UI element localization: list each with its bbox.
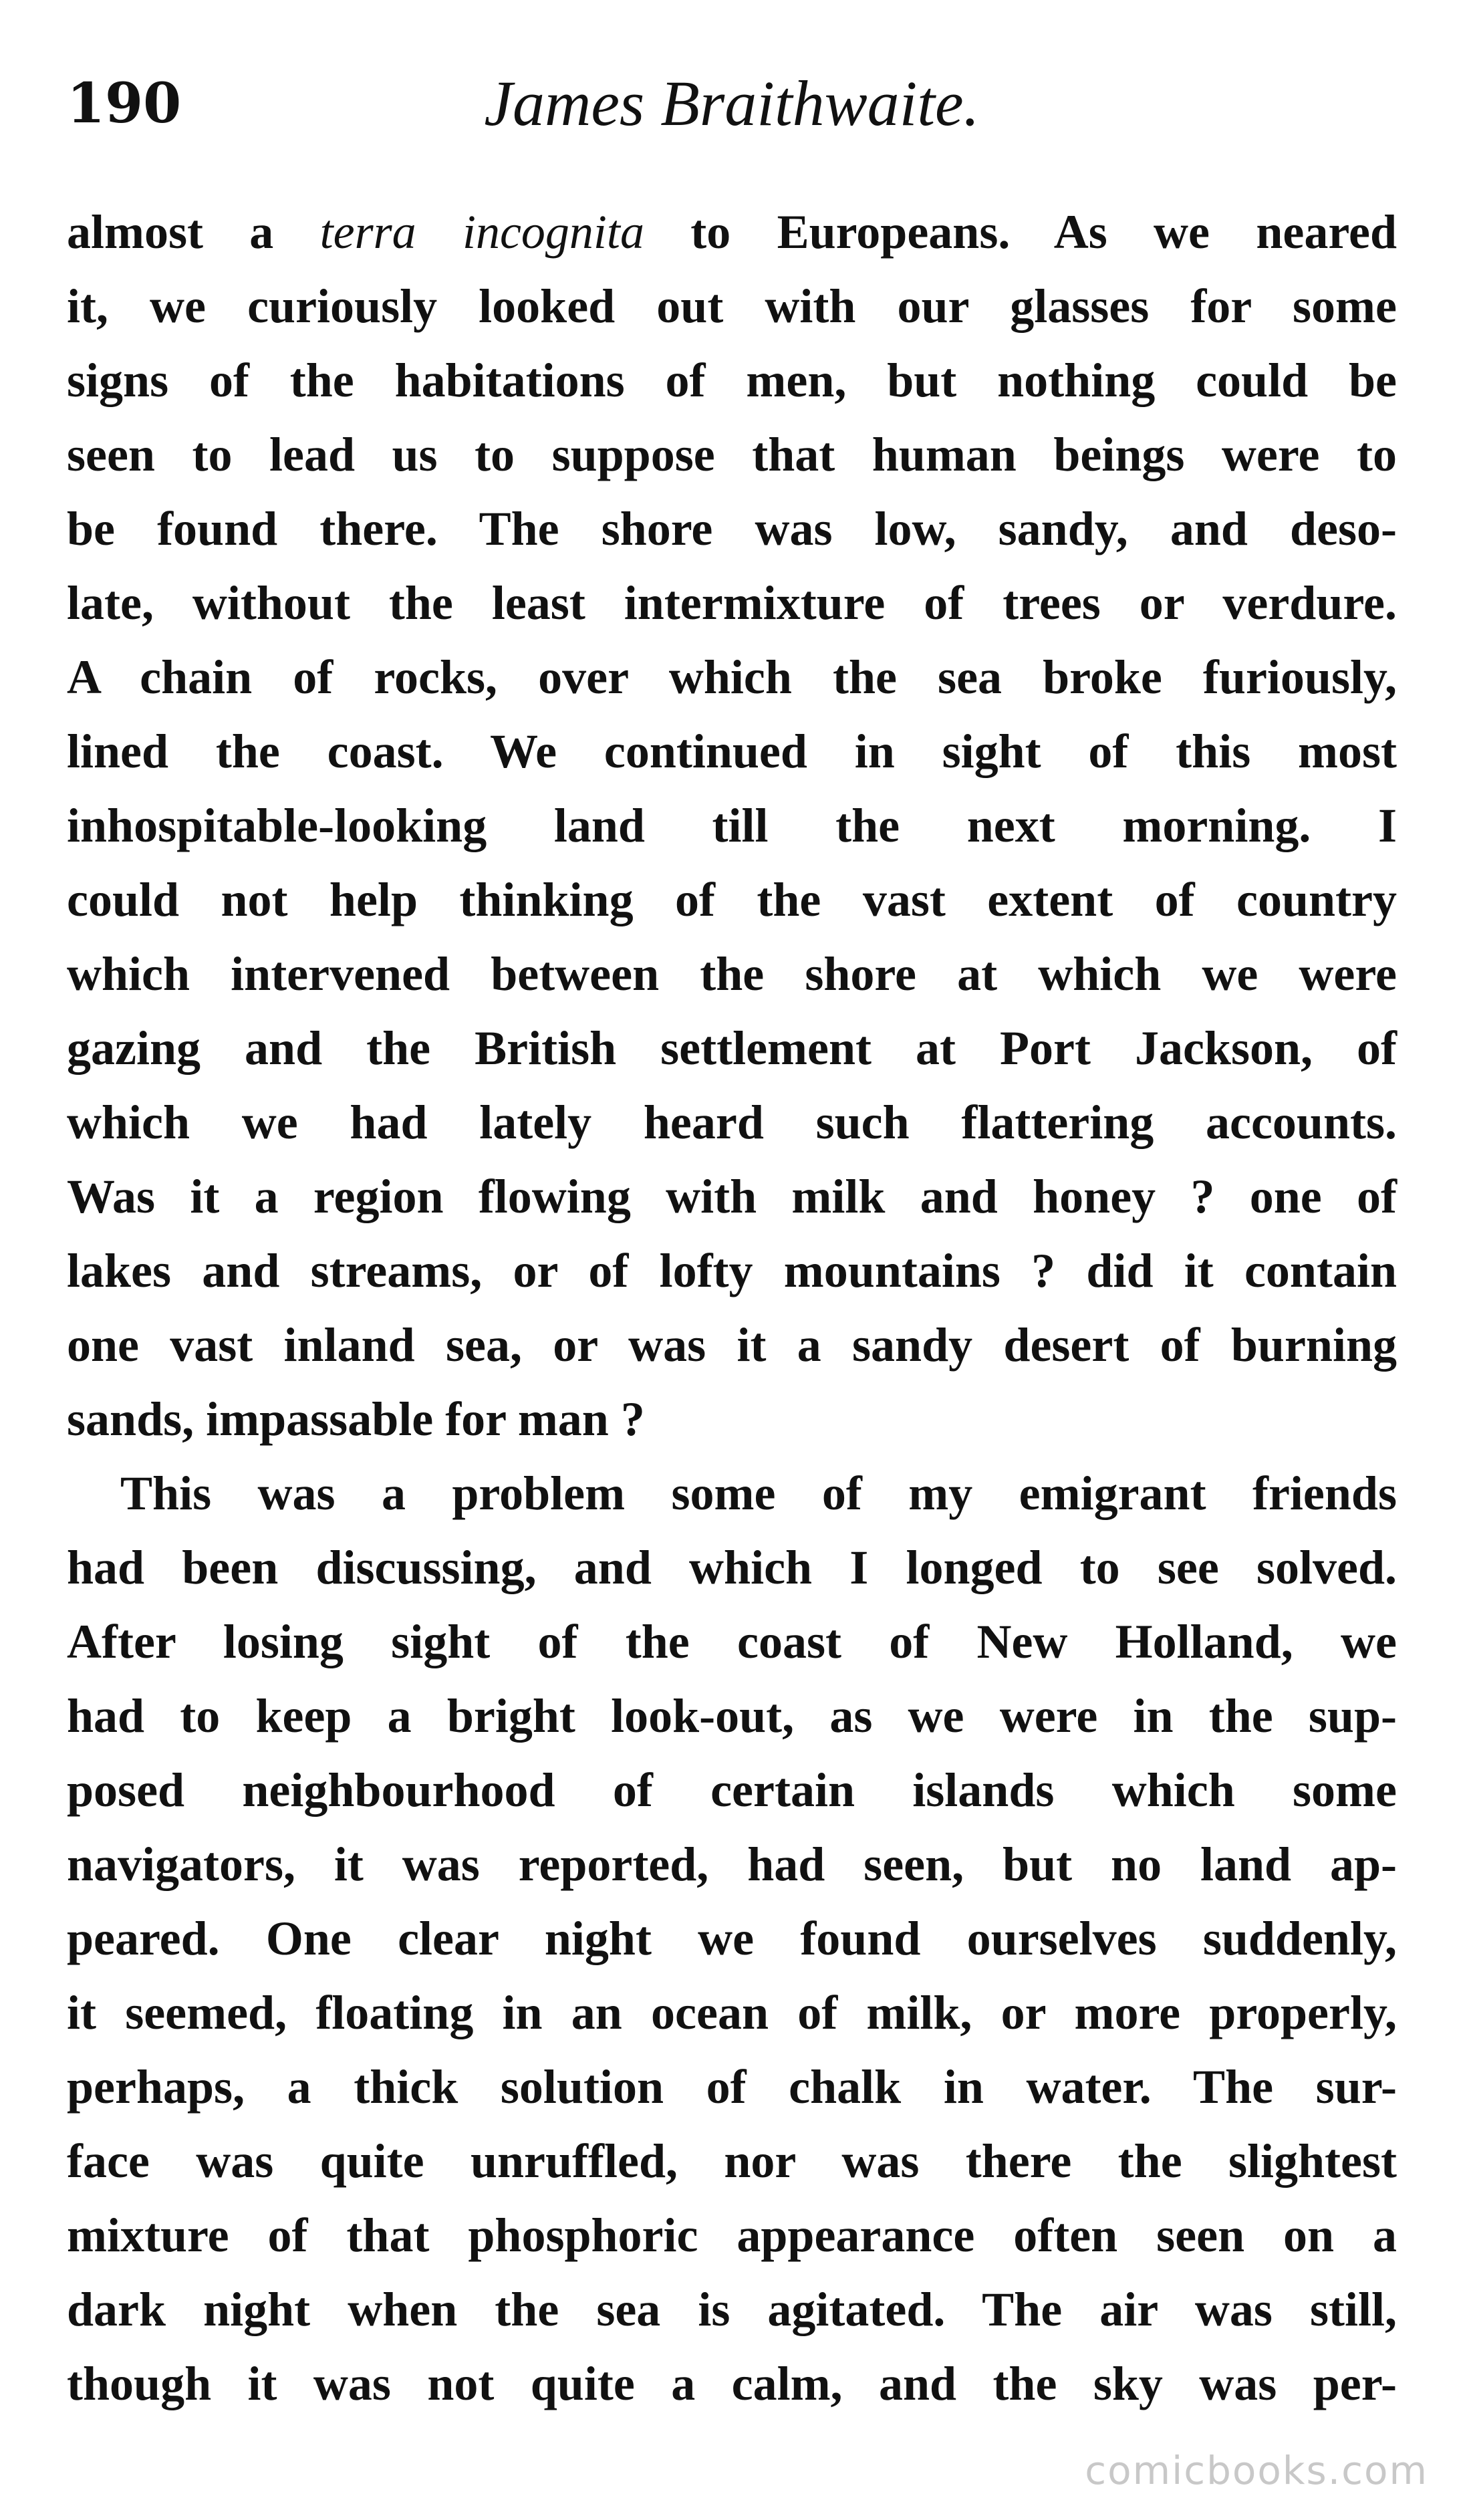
text-line: be found there. The shore was low, sandy, and deso-	[67, 502, 1397, 555]
text-line: A chain of rocks, over which the sea broke furiously,	[67, 650, 1397, 704]
body-text	[67, 195, 1397, 2421]
page-number: 190	[67, 72, 182, 136]
text-line: could not help thinking of the vast extent of country	[67, 873, 1397, 926]
text-line: gazing and the British settlement at Port Jackson, of	[67, 1021, 1397, 1075]
text-line: Was it a region flowing with milk and honey ? one of	[67, 1170, 1397, 1223]
text-line: late, without the least intermixture of trees or verdure.	[67, 576, 1397, 630]
text-line: almost a terra incognita to Europeans. As we neared	[67, 205, 1397, 259]
text-line: This was a problem some of my emigrant friends	[120, 1467, 1397, 1520]
text-line: sands, impassable for man ?	[67, 1392, 645, 1446]
paragraph	[67, 195, 1397, 1457]
text-line: seen to lead us to suppose that human beings were to	[67, 428, 1397, 481]
text-line: had to keep a bright look-out, as we were in the sup-	[67, 1689, 1397, 1743]
text-line: peared. One clear night we found ourselves suddenly,	[67, 1912, 1397, 1965]
text-line: mixture of that phosphoric appearance often seen on a	[67, 2209, 1397, 2262]
text-line: dark night when the sea is agitated. The air was still,	[67, 2283, 1397, 2336]
text-line: inhospitable-looking land till the next morning. I	[67, 799, 1397, 852]
paragraph	[67, 1457, 1397, 2421]
text-line: though it was not quite a calm, and the sky was per-	[67, 2357, 1397, 2410]
running-head: James Braithwaite.	[484, 68, 980, 139]
text-line: it seemed, floating in an ocean of milk, or more properly,	[67, 1986, 1397, 2039]
text-line: posed neighbourhood of certain islands which some	[67, 1763, 1397, 1817]
italic-phrase: terra incognita	[319, 205, 644, 259]
text-line: which we had lately heard such flattering accounts.	[67, 1096, 1397, 1149]
text-line: it, we curiously looked out with our glasses for some	[67, 279, 1397, 333]
text-line: navigators, it was reported, had seen, but no land ap-	[67, 1838, 1397, 1891]
text-line: face was quite unruffled, nor was there the slightest	[67, 2134, 1397, 2188]
text-line: one vast inland sea, or was it a sandy desert of burning	[67, 1318, 1397, 1372]
text-line: After losing sight of the coast of New Holland, we	[67, 1615, 1397, 1668]
text-line: lakes and streams, or of lofty mountains ? did it contain	[67, 1244, 1397, 1297]
text-line: perhaps, a thick solution of chalk in water. The sur-	[67, 2060, 1397, 2114]
page-header	[67, 64, 1397, 144]
watermark: comicbooks.com	[1085, 2448, 1428, 2493]
text-line: lined the coast. We continued in sight of this most	[67, 725, 1397, 778]
text-line: which intervened between the shore at which we were	[67, 947, 1397, 1001]
text-line: signs of the habitations of men, but nothing could be	[67, 354, 1397, 407]
text-line: had been discussing, and which I longed to see solved.	[67, 1541, 1397, 1594]
